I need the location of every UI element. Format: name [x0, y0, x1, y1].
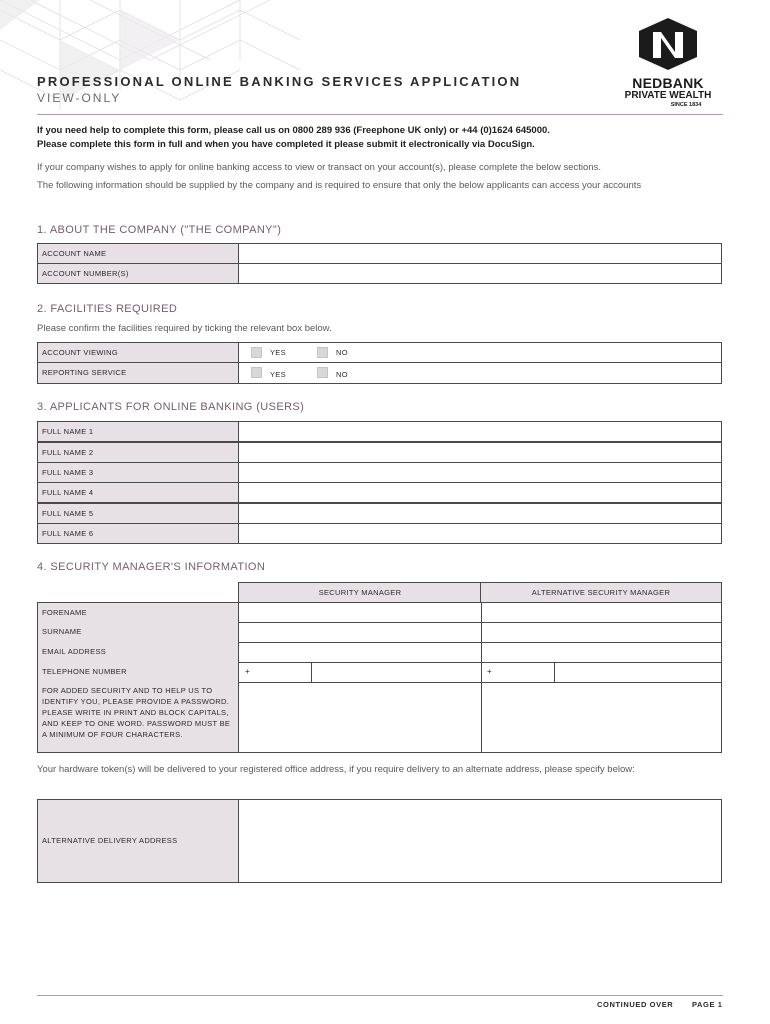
full-name-3-field[interactable]	[240, 463, 721, 482]
full-name-1-row	[37, 421, 722, 442]
telephone-row	[37, 662, 722, 683]
full-name-6-field[interactable]	[240, 524, 721, 543]
info-text: The following information should be supplied by the company and is required to ensure that only the below applicants can access your accounts	[37, 180, 642, 191]
reporting-service-no-checkbox[interactable]	[317, 367, 328, 378]
email-label: EMAIL ADDRESS	[38, 642, 239, 662]
account-name-label: ACCOUNT NAME	[38, 244, 239, 263]
reporting-service-no-label: NO	[336, 370, 348, 379]
password-row	[37, 682, 722, 753]
page-subtitle: VIEW-ONLY	[37, 91, 122, 105]
delivery-address-field[interactable]	[240, 800, 721, 882]
complete-text: Please complete this form in full and when you have completed it please submit it electronically via DocuSign.	[37, 139, 535, 150]
full-name-4-row	[37, 482, 722, 503]
logo-brand: NEDBANK	[632, 75, 704, 91]
continued-over: CONTINUED OVER	[597, 1000, 674, 1009]
surname-label: SURNAME	[38, 622, 239, 642]
account-viewing-yes-checkbox[interactable]	[251, 347, 262, 358]
account-number-row	[37, 263, 722, 284]
page-number: PAGE 1	[692, 1000, 723, 1009]
account-name-row	[37, 243, 722, 264]
telephone-plus-2: +	[487, 667, 492, 676]
full-name-5-field[interactable]	[240, 504, 721, 523]
account-number-field[interactable]	[240, 264, 721, 283]
forename-row	[37, 602, 722, 623]
account-number-label: ACCOUNT NUMBER(S)	[38, 264, 239, 283]
account-viewing-label: ACCOUNT VIEWING	[38, 343, 239, 362]
full-name-4-field[interactable]	[240, 483, 721, 502]
logo-subtitle: PRIVATE WEALTH	[624, 90, 712, 101]
facilities-note: Please confirm the facilities required by ticking the relevant box below.	[37, 323, 332, 334]
full-name-5-row	[37, 503, 722, 524]
nedbank-logo	[606, 18, 730, 118]
delivery-address-label: ALTERNATIVE DELIVERY ADDRESS	[38, 800, 239, 882]
full-name-3-label: FULL NAME 3	[38, 463, 239, 482]
email-row	[37, 642, 722, 663]
telephone-label: TELEPHONE NUMBER	[38, 662, 239, 682]
full-name-4-label: FULL NAME 4	[38, 483, 239, 502]
full-name-1-field[interactable]	[240, 422, 721, 441]
help-text: If you need help to complete this form, please call us on 0800 289 936 (Freephone UK only) or +44 (0)1624 645000.	[37, 125, 550, 136]
password-instructions: FOR ADDED SECURITY AND TO HELP US TO IDENTIFY YOU, PLEASE PROVIDE A PASSWORD. PLEASE WRITE IN PRINT AND BLOCK CAPITALS, AND KEEP TO ONE WORD. PASSWORD MUST BE A MINIMUM OF FOUR CHARACTERS.	[38, 682, 239, 752]
nedbank-n-icon	[639, 18, 697, 70]
reporting-service-label: REPORTING SERVICE	[38, 363, 239, 383]
telephone-plus-1: +	[245, 667, 250, 676]
section-2-heading: 2. FACILITIES REQUIRED	[37, 303, 178, 315]
full-name-1-label: FULL NAME 1	[38, 422, 239, 441]
reporting-service-row	[37, 362, 722, 384]
section-3-heading: 3. APPLICANTS FOR ONLINE BANKING (USERS)	[37, 401, 305, 413]
full-name-6-row	[37, 523, 722, 544]
full-name-2-row	[37, 442, 722, 463]
surname-row	[37, 622, 722, 643]
full-name-2-field[interactable]	[240, 443, 721, 462]
account-viewing-no-label: NO	[336, 348, 348, 357]
security-manager-header: SECURITY MANAGER	[238, 582, 482, 603]
account-viewing-row	[37, 342, 722, 363]
header-divider	[37, 114, 723, 115]
full-name-6-label: FULL NAME 6	[38, 524, 239, 543]
section-1-heading: 1. ABOUT THE COMPANY ("THE COMPANY")	[37, 224, 282, 236]
full-name-5-label: FULL NAME 5	[38, 504, 239, 523]
account-viewing-no-checkbox[interactable]	[317, 347, 328, 358]
footer-divider	[37, 995, 723, 996]
account-viewing-yes-label: YES	[270, 348, 286, 357]
section-4-heading: 4. SECURITY MANAGER'S INFORMATION	[37, 561, 266, 573]
reporting-service-yes-label: YES	[270, 370, 286, 379]
account-name-field[interactable]	[240, 244, 721, 263]
delivery-note: Your hardware token(s) will be delivered to your registered office address, if you require delivery to an alternate address, please specify below:	[37, 764, 635, 775]
reporting-service-yes-checkbox[interactable]	[251, 367, 262, 378]
page-title: PROFESSIONAL ONLINE BANKING SERVICES APPLICATION	[37, 74, 522, 89]
full-name-3-row	[37, 462, 722, 483]
full-name-2-label: FULL NAME 2	[38, 443, 239, 462]
wishes-text: If your company wishes to apply for online banking access to view or transact on your account(s), please complete the below sections.	[37, 162, 601, 173]
delivery-address-row	[37, 799, 722, 883]
logo-since: SINCE 1834	[670, 102, 702, 108]
alt-security-manager-header: ALTERNATIVE SECURITY MANAGER	[480, 582, 722, 603]
forename-label: FORENAME	[38, 603, 239, 622]
